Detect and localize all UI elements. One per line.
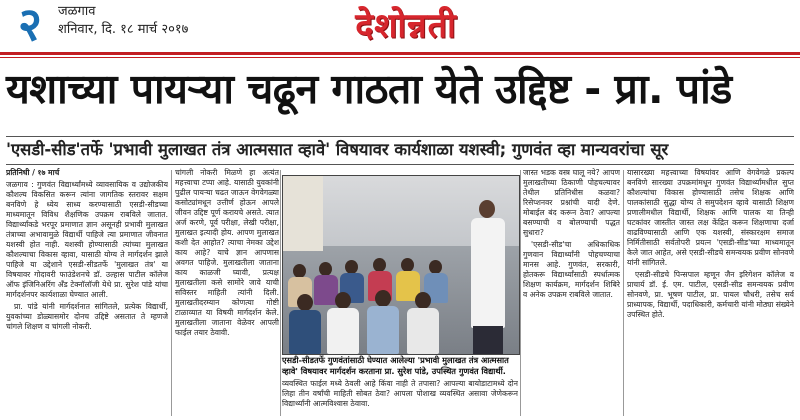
event-photo (282, 175, 520, 355)
audience-head (429, 260, 442, 274)
column-divider (280, 170, 281, 416)
subheadline-rule (6, 164, 794, 165)
column-divider (520, 170, 521, 416)
speaker-head (479, 200, 495, 218)
column-5-paragraph-2: एसडी-सीडचे पिन्सपाल म्हणून जैन इरिगेशन कॉलेज व प्राचार्य डॉ. ई. एम. पाटील, एसडी-सीड समन्वयक प्रवीण सोनवणे, प्रा. भूषण पाटील, प्रा. पायल चौधरी, तसेच सर्व प्राध्यापक, विद्यार्थी, पदाधिकारी, कर्मचारी यांनी मोठ्या संख्येने उपस्थित होते. (627, 270, 794, 319)
column-1-paragraph-2: प्रा. पांडे यांनी मार्गदर्शनात सांगितले, प्रत्येक विद्यार्थी, युवकांच्या डोळ्यासमोर दोनच उद्दिष्टे असतात ते म्हणजे चांगले शिक्षण व चांगली नोकरी. (6, 302, 168, 331)
audience-head (319, 262, 332, 276)
column-4-paragraph-1: जास्त भडक वस्त्र घालू नये? आपण मुलाखतीच्या ठिकाणी पोहचल्यावर तेथील प्रतिनिधीस कळवा? रिसेप्शनवर प्रश्नांची यादी देणे. मोबाईल बंद करून ठेवा? आपल्या बसण्याची व बोलण्याची पद्धत सुधारा? (523, 168, 620, 237)
audience-head (345, 260, 358, 274)
column-1-paragraph-1: जळगाव : गुणवंत विद्यार्थ्यांमध्ये व्यावसायिक व उद्योजकीय कौशल्य विकसित करून त्यांना जागतिक स्तरावर सक्षम बनविणे हे ध्येय साध्य करण्यासाठी एसडी-सीडच्या माध्यमातून विविध शैक्षणिक उपक्रम राबविले जातात. विद्यार्थ्यांकडे भरपूर प्रमाणात ज्ञान असूनही प्रभावी मुलाखत तंत्राच्या अभावामुळे विद्यार्थी पाहिजे त्या प्रमाणात जीवनात यशस्वी होत नाही. यशस्वी होण्यासाठी त्यांच्या मुलाखत कौशल्याचा विकास व्हावा, यासाठी योग्य ते मार्गदर्शन झाले पाहिजे या उद्देशाने एसडी-सीडतर्फे 'मुलाखत तंत्र' या विषयावर गोदावरी फाउंडेशनचे डॉ. उल्हास पाटील कॉलेज ऑफ इंजिनिअरिंग अँड टेक्नॉलॉजी येथे प्रा. सुरेश पांडे यांचा मार्गदर्शनपर कार्यशाळा घेण्यात आली. (6, 180, 168, 299)
audience-head (401, 258, 414, 272)
column-5-paragraph-1: यासारख्या महत्त्वाच्या विषयांवर आणि वेगवेगळे प्रकल्प बनविणे सारख्या उपक्रमांमधून गुणवंत विद्यार्थ्यांमधील सुप्त कौशल्यांचा विकास होण्यासाठी तसेच शिक्षक आणि पालकांसाठी सुद्धा योग्य ते समुपदेशन व्हावे यासाठी शिक्षण प्रणालीमधील विद्यार्थी, शिक्षक आणि पालक या तिन्ही घटकांवर जास्तीत जास्त लक्ष केंद्रित करून शिक्षणाचा दर्जा वाढविण्यासाठी आणि एक यशस्वी, संस्कारक्षम समाज निर्मितीसाठी सर्वतोपरी प्रयत्न 'एसडी-सीड'च्या माध्यमातून केले जात आहेत, असे एसडी-सीडचे समन्वयक प्रवीण सोनवणे यांनी सांगितले. (627, 168, 794, 267)
photo-window (283, 176, 323, 251)
column-divider (623, 170, 624, 416)
article-column-3 (282, 379, 518, 419)
audience-head (373, 258, 386, 272)
headline-rule (6, 136, 794, 137)
column-2-paragraph-1: चांगली नोकरी मिळणे हा अत्यंत महत्त्वाचा टप्पा आहे. यासाठी युवकांनी पुढील पायऱ्या चढत जाऊन वेगवेगळ्या कसोट्यांमधून उत्तीर्ण होऊन आपले जीवन उद्दिष्ट पूर्ण करायचे असते. त्यात अर्ज करणे, पूर्व परीक्षा, लेखी परीक्षा, मुलाखत इत्यादी होय. आपण मुलाखत कशी देत आहोत? त्याचा नेमका उद्देश काय आहे? याचे ज्ञान आपणास अवगत पाहिजे. मुलाखतीला जाताना काय काळजी घ्यावी, प्रत्यक्ष मुलाखतीला कसे सामोरे जावे याची सविस्तर माहिती त्यांनी दिली. मुलाखतीदरम्यान कोणत्या गोष्टी टाळाव्यात या विषयी मार्गदर्शन केले. मुलाखतीला जाताना वेळेवर आपली फाईल तयार ठेवावी. (175, 168, 279, 337)
newspaper-logo: देशोन्नती (355, 6, 457, 46)
masthead-rule (0, 52, 800, 55)
audience-member (407, 308, 439, 354)
audience-head (375, 290, 391, 307)
audience-head (415, 292, 431, 309)
audience-member (289, 310, 321, 354)
article-column-5 (627, 168, 794, 418)
column-divider (171, 170, 172, 416)
speaker-trousers (473, 326, 503, 354)
article-column-4 (523, 168, 620, 418)
article-headline: यशाच्या पायऱ्या चढून गाठता येते उद्दिष्ट - प्रा. पांडे (6, 65, 732, 113)
audience-head (293, 264, 306, 278)
masthead-rule-thin (0, 57, 800, 58)
audience-head (335, 292, 351, 309)
column-4-paragraph-2: 'एसडी-सीड'चा अधिकाधिक गुणवान विद्यार्थ्यांनी पोहचण्याचा मानस आहे. गुणवंत, सरकारी, होतकरू विद्यार्थ्यांसाठी स्पर्धात्मक शिक्षण कार्यक्रम, मार्गदर्शन शिबिरे व अनेक उपक्रम राबविले जातात. (523, 240, 620, 299)
photo-caption: एसडी-सीडतर्फे गुणवंतांसाठी घेण्यात आलेल्या 'प्रभावी मुलाखत तंत्र आत्मसात व्हावे' विषयावर मार्गदर्शन करताना प्रा. सुरेश पांडे, उपस्थित गुणवंत विद्यार्थी. (282, 355, 509, 376)
issue-date: शनिवार, दि. १८ मार्च २०१७ (58, 22, 189, 37)
article-column-1 (6, 168, 168, 418)
byline: प्रतिनिधी / १७ मार्च (6, 168, 60, 177)
column-3-paragraph-1: व्यवस्थित फाईल मध्ये ठेवली आहे किंवा नाही ते तपासा? आपल्या बायोडाटामध्ये दोन लिहा तीन वर्षांची माहिती सोबत ठेवा? आपला पोशाख व्यवस्थित असावा जेणेकरून विद्यार्थ्यांनी आत्मविश्वास ठेवावा. (282, 379, 518, 408)
article-column-2 (175, 168, 279, 418)
page-number: २ (18, 0, 42, 51)
article-subheadline: 'एसडी-सीड'तर्फे 'प्रभावी मुलाखत तंत्र आत्मसात व्हावे' विषयावर कार्यशाळा यशस्वी; गुणवंत व्हा मान्यवरांचा सूर (6, 140, 669, 159)
edition-name: जळगाव (58, 4, 96, 19)
audience-head (297, 294, 313, 311)
speaker-figure (471, 218, 505, 328)
audience-member (367, 306, 399, 354)
audience-member (327, 308, 359, 354)
